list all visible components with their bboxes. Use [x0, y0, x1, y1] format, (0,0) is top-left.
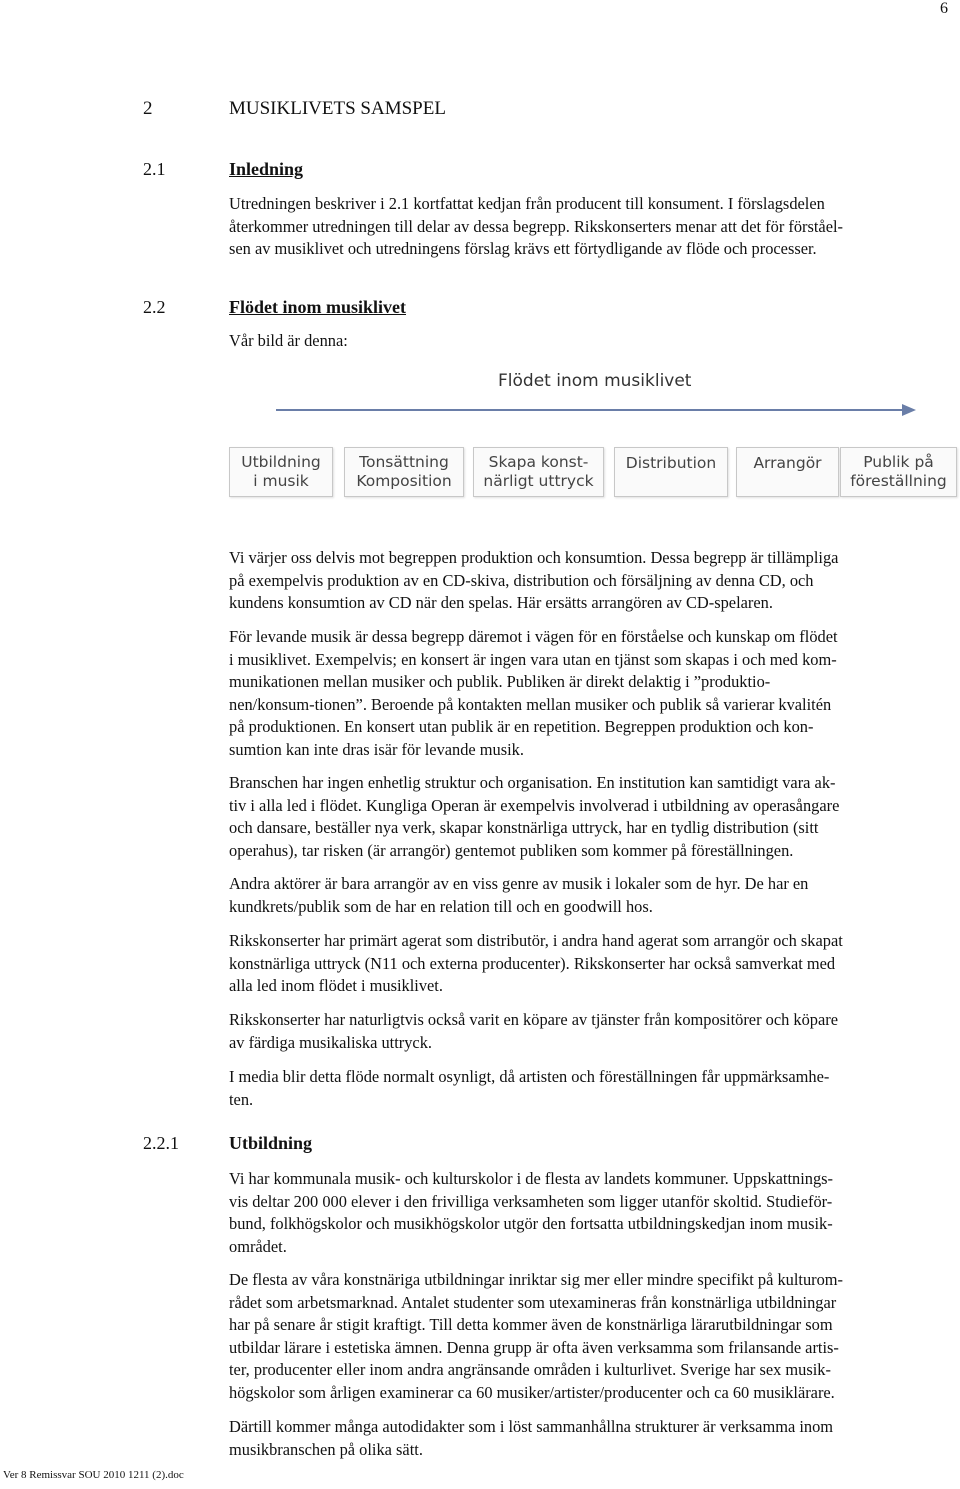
- text-line: munikationen mellan musiker och publik. Publiken är direkt delaktig i ”produktio-: [229, 672, 771, 691]
- text-line: musikbranschen på olika sätt.: [229, 1439, 423, 1459]
- chapter-title: MUSIKLIVETS SAMSPEL: [229, 98, 446, 119]
- utbildning-paragraph-1: [229, 1168, 956, 1258]
- text-line: av färdiga musikaliska uttryck.: [229, 1032, 433, 1052]
- text-line: rådet som arbetsmarknad. Antalet studenter som utexamineras från konstnärliga utbildningar: [229, 1292, 837, 1312]
- text-line: ten.: [229, 1089, 254, 1109]
- flow-box-audience: [840, 447, 957, 497]
- text-line: har på senare år stigit kraftigt. Till detta kommer även de konstnärliga lärarutbildningar som: [229, 1315, 833, 1334]
- box-label: Publik på: [863, 453, 934, 471]
- paragraph-6: [229, 1009, 956, 1054]
- text-line: nen/konsum-tionen”. Beroende på kontakten mellan musiker och publik så varierar kvalitén: [229, 694, 832, 714]
- paragraph-2: [229, 626, 956, 761]
- text-line: tiv i alla led i flödet. Kungliga Operan är exempelvis involverad i utbildning av operasångare: [229, 795, 840, 815]
- box-label: närligt uttryck: [483, 472, 594, 490]
- paragraph-4: [229, 873, 956, 918]
- text-line: och dansare, beställer nya verk, skapar konstnärliga uttryck, har en tydlig distribution (sitt: [229, 818, 819, 837]
- text-line: vis deltar 200 000 elever i den frivilliga verksamheten som ligger utanför skoltid. Studieför-: [229, 1191, 833, 1211]
- text-line: konstnärliga uttryck (N11 och externa producenter). Rikskonserter har också samverkat med: [229, 953, 836, 973]
- box-label: Skapa konst-: [488, 453, 589, 471]
- text-line: ter, producenter eller inom andra angränsande områden i kulturlivet. Sverige har sex musik-: [229, 1360, 831, 1379]
- our-picture-line: Vår bild är denna:: [229, 331, 348, 350]
- section-title: Flödet inom musiklivet: [229, 297, 407, 317]
- text-line: Därtill kommer många autodidakter som i löst sammanhållna strukturer är verksamma inom: [229, 1417, 834, 1436]
- page-number: 6: [940, 0, 948, 17]
- text-line: De flesta av våra konstnäriga utbildningar inriktar sig mer eller mindre specifikt på kulturom-: [229, 1270, 844, 1289]
- text-line: sen av musiklivet och utredningens förslag krävs ett förtydligande av flöde och processer.: [229, 239, 817, 258]
- text-line: området.: [229, 1236, 287, 1256]
- section-number: 2.1: [143, 159, 166, 179]
- text-line: återkommer utredningen till delar av dessa begrepp. Rikskonserters menar att det för förståel-: [229, 216, 843, 236]
- figure-title: Flödet inom musiklivet: [498, 371, 692, 391]
- flow-box-organizer: [736, 447, 839, 497]
- text-line: utbildar lärare i estetiska ämnen. Denna grupp är ofta även verksamma som frilansande artis-: [229, 1337, 839, 1357]
- text-line: alla led inom flödet i musiklivet.: [229, 976, 443, 995]
- utbildning-paragraph-2: [229, 1269, 956, 1404]
- flow-box-artistic-expression: [473, 447, 604, 497]
- text-line: För levande musik är dessa begrepp däremot i vägen för en förståelse och kunskap om flödet: [229, 627, 838, 646]
- text-line: på exempelvis produktion av en CD-skiva, distribution och försäljning av denna CD, och: [229, 570, 814, 590]
- box-label: Komposition: [356, 472, 452, 490]
- text-line: Vi värjer oss delvis mot begreppen produktion och konsumtion. Dessa begrepp är tillämpliga: [229, 548, 839, 567]
- text-line: Branschen har ingen enhetlig struktur och organisation. En institution kan samtidigt vara ak-: [229, 773, 836, 792]
- intro-paragraph: [229, 193, 956, 261]
- flow-arrow: [276, 400, 916, 420]
- box-label: föreställning: [850, 472, 947, 490]
- text-line: i musiklivet. Exempelvis; en konsert är ingen vara utan en tjänst som skapas i och med kom-: [229, 649, 837, 669]
- text-line: kundens konsumtion av CD när den spelas. Här ersätts arrangören av CD-spelaren.: [229, 593, 773, 612]
- box-label: Utbildning: [241, 453, 321, 471]
- text-line: sumtion kan inte dras isär för levande musik.: [229, 739, 524, 759]
- section-number: 2.2: [143, 297, 166, 317]
- text-line: kundkrets/publik som de har en relation till och en goodwill hos.: [229, 896, 653, 916]
- flow-box-composition: [344, 447, 464, 497]
- chapter-number: 2: [143, 98, 153, 119]
- flow-boxes: [229, 447, 959, 499]
- section-title: Utbildning: [229, 1133, 313, 1153]
- paragraph-3: [229, 772, 956, 862]
- text-line: Rikskonserter har primärt agerat som distributör, i andra hand agerat som arrangör och skapat: [229, 931, 843, 950]
- box-label: Arrangör: [753, 454, 822, 472]
- footer-filename: Ver 8 Remissvar SOU 2010 1211 (2).doc: [3, 1469, 184, 1481]
- box-label: Distribution: [625, 454, 717, 472]
- text-line: Vi har kommunala musik- och kulturskolor i de flesta av landets kommuner. Uppskattnings-: [229, 1169, 833, 1188]
- text-line: Utredningen beskriver i 2.1 kortfattat kedjan från producent till konsument. I förslagsdelen: [229, 194, 825, 213]
- flow-box-distribution: [614, 447, 728, 497]
- paragraph-5: [229, 930, 956, 998]
- text-line: Rikskonserter har naturligtvis också varit en köpare av tjänster från kompositörer och köpare: [229, 1010, 838, 1029]
- box-label: i musik: [253, 472, 309, 490]
- section-title: Inledning: [229, 159, 304, 179]
- section-number: 2.2.1: [143, 1133, 179, 1153]
- text-line: I media blir detta flöde normalt osynligt, då artisten och föreställningen får uppmärksamhe-: [229, 1067, 830, 1086]
- text-line: bund, folkhögskolor och musikhögskolor utgör den fortsatta utbildningskedjan inom musik-: [229, 1214, 833, 1233]
- utbildning-paragraph-3: [229, 1416, 956, 1461]
- text-line: Andra aktörer är bara arrangör av en viss genre av musik i lokaler som de hyr. De har en: [229, 874, 809, 893]
- paragraph-1: [229, 547, 956, 615]
- flow-box-education: [229, 447, 333, 497]
- box-label: Tonsättning: [359, 453, 449, 471]
- text-line: operahus), tar risken (är arrangör) gentemot publiken som kommer på föreställningen.: [229, 840, 794, 860]
- text-line: på produktionen. En konsert utan publik är en repetition. Begreppen produktion och kon-: [229, 717, 814, 736]
- paragraph-7: [229, 1066, 956, 1111]
- text-line: högskolor som årligen examinerar ca 60 musiker/artister/producenter och ca 60 musiklärare.: [229, 1382, 835, 1402]
